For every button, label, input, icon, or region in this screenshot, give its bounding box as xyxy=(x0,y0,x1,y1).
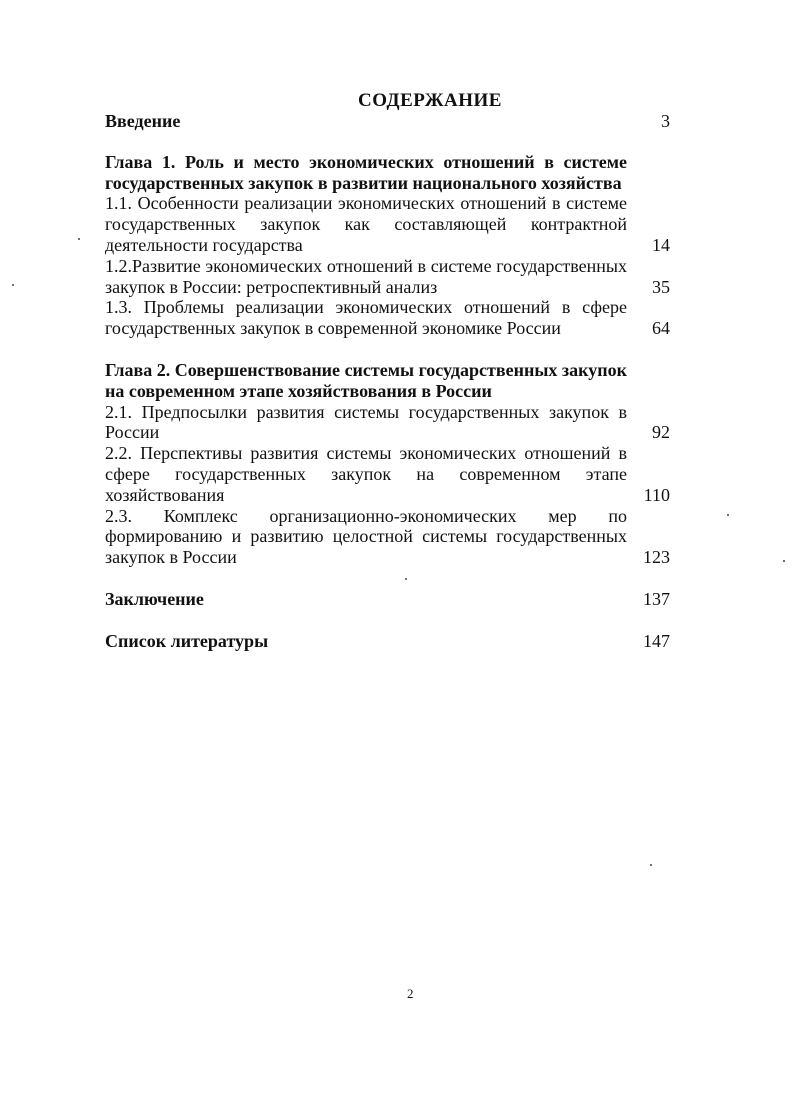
toc-entry-label: 2.3. Комплекс организационно-экономических мер по формированию и развитию целостной системы государственных закупок в России xyxy=(105,505,627,568)
toc-entry-conclusion xyxy=(105,589,670,610)
toc-chapter-2-title xyxy=(105,360,670,402)
page-title: СОДЕРЖАНИЕ xyxy=(358,90,502,111)
scan-speck xyxy=(78,238,80,240)
toc-entry-section-2-1 xyxy=(105,402,670,444)
toc-chapter-1-title xyxy=(105,152,670,194)
scan-speck xyxy=(12,284,14,286)
toc-entry-page: 92 xyxy=(652,422,670,443)
toc-entry-page: 147 xyxy=(643,630,670,651)
toc-entry-label: 1.2.Развитие экономических отношений в системе государственных закупок в России: ретроспективный анализ xyxy=(105,255,627,297)
chapter-title: Глава 1. Роль и место экономических отношений в системе государственных закупок в развитии национального хозяйства xyxy=(105,151,627,193)
toc-entry-label: 2.1. Предпосылки развития системы государственных закупок в России xyxy=(105,401,627,443)
toc-entry-label: Список литературы xyxy=(105,630,269,651)
chapter-title: Глава 2. Совершенствование системы государственных закупок на современном этапе хозяйствования в России xyxy=(105,359,627,401)
scan-speck xyxy=(727,514,729,516)
toc-entry-label: 2.2. Перспективы развития системы экономических отношений в сфере государственных закупок на современном этапе хозяйствования xyxy=(105,443,627,505)
toc-entry-section-1-1 xyxy=(105,193,670,255)
scan-speck xyxy=(405,578,407,580)
toc-entry-page: 137 xyxy=(643,588,670,609)
toc-entry-section-1-2 xyxy=(105,256,670,298)
page-number: 2 xyxy=(407,986,414,1001)
toc-entry-page: 3 xyxy=(661,111,670,131)
toc-entry-section-2-2 xyxy=(105,443,670,505)
toc-entry-label: 1.3. Проблемы реализации экономических отношений в сфере государственных закупок в современной экономике России xyxy=(105,297,627,339)
scan-speck xyxy=(650,864,652,866)
toc-entry-label: Заключение xyxy=(105,588,204,609)
toc-entry-label: 1.1. Особенности реализации экономических отношений в системе государственных закупок как составляющей контрактной деятельности государства xyxy=(105,193,627,255)
toc-entry-page: 64 xyxy=(652,318,670,339)
toc-entry-page: 14 xyxy=(652,234,670,255)
scan-speck xyxy=(783,560,785,562)
table-of-contents xyxy=(105,110,670,651)
toc-entry-page: 110 xyxy=(643,484,670,505)
toc-entry-label: Введение xyxy=(105,111,181,131)
toc-entry-intro xyxy=(105,111,670,132)
toc-entry-section-1-3 xyxy=(105,297,670,339)
toc-entry-section-2-3 xyxy=(105,506,670,568)
toc-entry-bibliography xyxy=(105,631,670,652)
toc-entry-page: 123 xyxy=(643,547,670,568)
toc-entry-page: 35 xyxy=(652,276,670,297)
